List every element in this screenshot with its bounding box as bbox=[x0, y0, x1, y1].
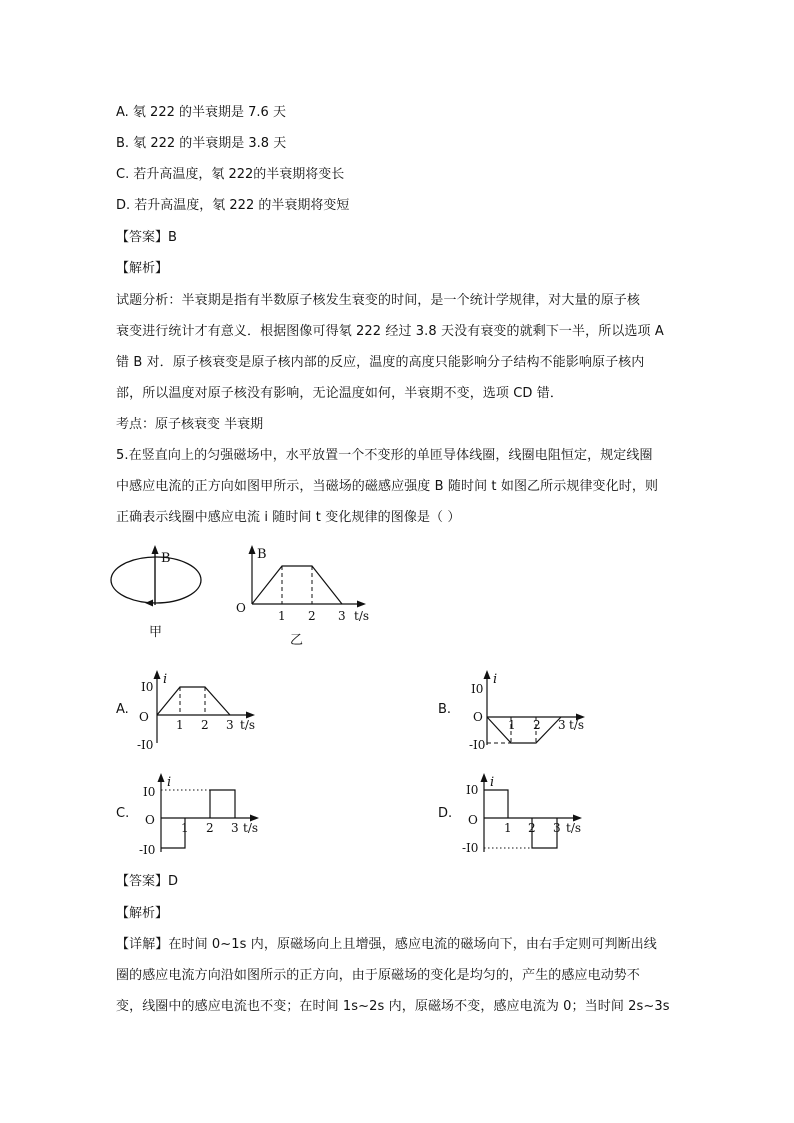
option-b-label: B. bbox=[438, 702, 452, 717]
option-d-label: D. bbox=[438, 806, 453, 821]
svg-text:1: 1 bbox=[181, 821, 189, 835]
b-field-label: B bbox=[161, 551, 171, 566]
figure-yi-caption: 乙 bbox=[290, 633, 304, 648]
svg-text:I0: I0 bbox=[471, 682, 484, 696]
svg-text:i: i bbox=[163, 672, 168, 687]
svg-text:t/s: t/s bbox=[569, 718, 585, 732]
svg-text:2: 2 bbox=[533, 718, 541, 732]
svg-text:2: 2 bbox=[206, 821, 214, 835]
option-c-label: C. bbox=[116, 806, 130, 821]
svg-text:3: 3 bbox=[226, 718, 234, 732]
option-d: D. 若升高温度，氡 222 的半衰期将变短 bbox=[116, 198, 350, 213]
svg-text:1: 1 bbox=[504, 821, 512, 835]
option-d-graph bbox=[460, 768, 620, 858]
option-c: C. 若升高温度，氡 222的半衰期将变长 bbox=[116, 167, 345, 182]
svg-text:2: 2 bbox=[528, 821, 536, 835]
current-direction-arrow bbox=[145, 600, 153, 607]
answer-q5: 【答案】D bbox=[116, 874, 179, 889]
svg-text:O: O bbox=[468, 813, 478, 827]
svg-text:2: 2 bbox=[308, 609, 316, 623]
analysis-heading-q5: 【解析】 bbox=[116, 906, 169, 921]
b-curve bbox=[252, 566, 342, 604]
analysis-line: 衰变进行统计才有意义．根据图像可得氡 222 经过 3.8 天没有衰变的就剩下一半，所以选项 A bbox=[116, 324, 664, 339]
svg-text:3: 3 bbox=[553, 821, 561, 835]
svg-text:3: 3 bbox=[231, 821, 239, 835]
option-a-graph bbox=[135, 665, 295, 755]
question-5-stem: 中感应电流的正方向如图甲所示，当磁场的磁感应强度 B 随时间 t 如图乙所示规律变化时，则 bbox=[116, 479, 659, 494]
svg-text:-I0: -I0 bbox=[139, 843, 156, 857]
svg-text:t/s: t/s bbox=[243, 821, 259, 835]
svg-text:i: i bbox=[167, 775, 172, 790]
svg-text:O: O bbox=[145, 813, 155, 827]
svg-text:i: i bbox=[493, 672, 498, 687]
svg-text:1: 1 bbox=[278, 609, 286, 623]
svg-text:I0: I0 bbox=[141, 680, 154, 694]
question-5-stem: 正确表示线圈中感应电流 i 随时间 t 变化规律的图像是（ ） bbox=[116, 510, 461, 525]
detail-line: 圈的感应电流方向沿如图所示的正方向，由于原磁场的变化是均匀的，产生的感应电动势不 bbox=[116, 968, 641, 983]
svg-text:i: i bbox=[490, 775, 495, 790]
detail-line: 变，线圈中的感应电流也不变；在时间 1s~2s 内，原磁场不变，感应电流为 0；当时间 2s~3s bbox=[116, 999, 670, 1014]
origin-label: O bbox=[236, 601, 246, 615]
figure-jia-caption: 甲 bbox=[149, 625, 163, 640]
kaodian-line: 考点：原子核衰变 半衰期 bbox=[116, 417, 264, 432]
question-5-stem: 5.在竖直向上的匀强磁场中，水平放置一个不变形的单匝导体线圈，线圈电阻恒定，规定线圈 bbox=[116, 448, 653, 463]
detail-line: 【详解】在时间 0~1s 内，原磁场向上且增强，感应电流的磁场向下，由右手定则可判断出线 bbox=[116, 937, 657, 952]
svg-text:1: 1 bbox=[508, 718, 516, 732]
option-c-graph bbox=[135, 768, 295, 858]
option-b-graph bbox=[465, 665, 625, 755]
analysis-line: 部，所以温度对原子核没有影响，无论温度如何，半衰期不变，选项 CD 错． bbox=[116, 386, 563, 401]
figure-yi-graph bbox=[228, 540, 388, 650]
svg-text:I0: I0 bbox=[143, 785, 156, 799]
svg-text:3: 3 bbox=[338, 609, 346, 623]
svg-text:-I0: -I0 bbox=[462, 841, 479, 855]
option-b: B. 氡 222 的半衰期是 3.8 天 bbox=[116, 136, 287, 151]
svg-text:1: 1 bbox=[176, 718, 184, 732]
option-a-label: A. bbox=[116, 702, 129, 717]
svg-text:t/s: t/s bbox=[240, 718, 256, 732]
figure-jia-coil bbox=[105, 540, 215, 640]
svg-text:O: O bbox=[139, 710, 149, 724]
option-a: A. 氡 222 的半衰期是 7.6 天 bbox=[116, 105, 286, 120]
svg-text:-I0: -I0 bbox=[137, 738, 154, 752]
analysis-line: 错 B 对．原子核衰变是原子核内部的反应，温度的高度只能影响分子结构不能影响原子核内 bbox=[116, 355, 645, 370]
answer-q4: 【答案】B bbox=[116, 230, 177, 245]
x-axis-label: t/s bbox=[354, 609, 370, 623]
svg-text:-I0: -I0 bbox=[469, 738, 486, 752]
svg-text:t/s: t/s bbox=[566, 821, 582, 835]
analysis-heading-q4: 【解析】 bbox=[116, 261, 169, 276]
svg-text:2: 2 bbox=[201, 718, 209, 732]
svg-text:3: 3 bbox=[558, 718, 566, 732]
svg-text:I0: I0 bbox=[466, 783, 479, 797]
y-axis-label: B bbox=[257, 547, 267, 562]
svg-text:O: O bbox=[473, 710, 483, 724]
analysis-line: 试题分析：半衰期是指有半数原子核发生衰变的时间，是一个统计学规律，对大量的原子核 bbox=[116, 293, 641, 308]
